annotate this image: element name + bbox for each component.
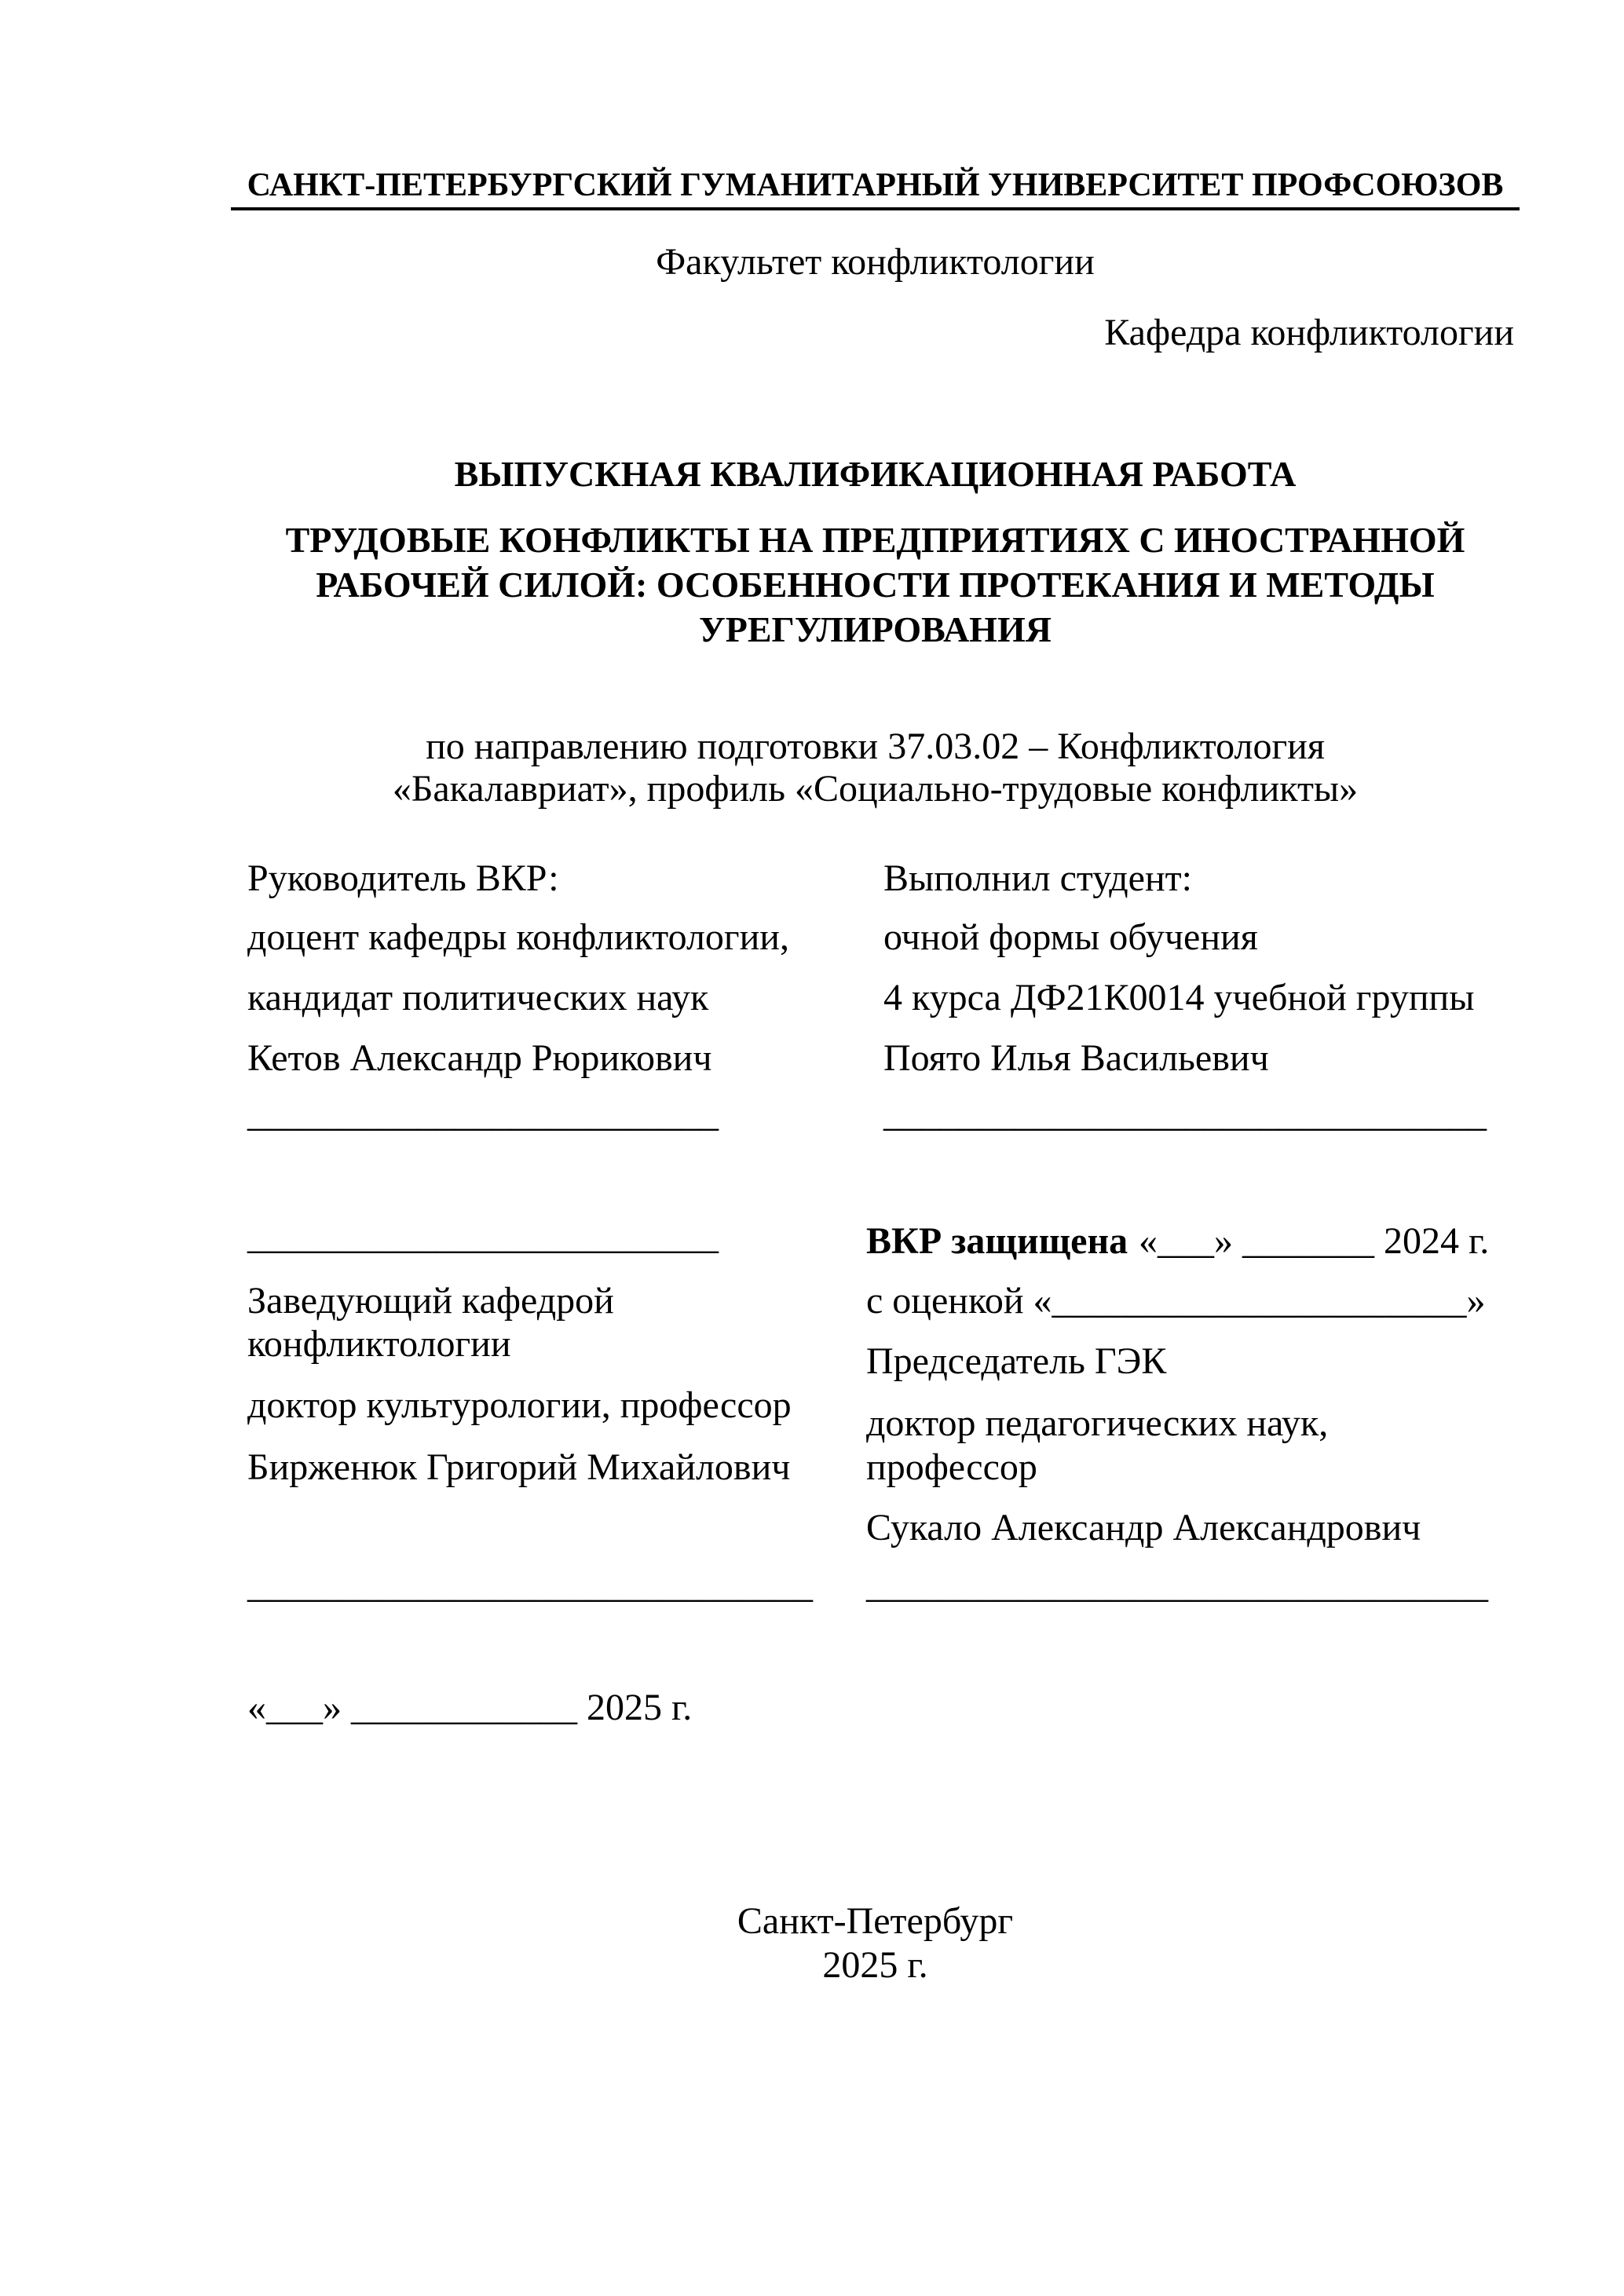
student-study-form: очной формы обучения	[883, 916, 1258, 958]
university-name: САНКТ-ПЕТЕРБУРГСКИЙ ГУМАНИТАРНЫЙ УНИВЕРСИТЕТ ПРОФСОЮЗОВ	[247, 167, 1504, 203]
direction-line: по направлению подготовки 37.03.02 – Конфликтология	[426, 726, 1325, 767]
chair-degree: доктор педагогических наук,	[866, 1402, 1329, 1444]
head-label: Заведующий кафедрой	[247, 1280, 614, 1322]
city: Санкт-Петербург	[737, 1900, 1014, 1942]
chair-signature-line: _________________________________	[866, 1564, 1488, 1606]
head-name: Бирженюк Григорий Михайлович	[247, 1446, 791, 1488]
thesis-title-line: УРЕГУЛИРОВАНИЯ	[699, 609, 1052, 649]
chair-label: Председатель ГЭК	[866, 1340, 1167, 1382]
date-line: «___» ____________ 2025 г.	[247, 1687, 693, 1728]
supervisor-name: Кетов Александр Рюрикович	[247, 1037, 712, 1079]
supervisor-label: Руководитель ВКР:	[247, 857, 559, 899]
header-divider	[231, 207, 1520, 210]
chair-degree-cont: профессор	[866, 1446, 1037, 1488]
supervisor-signature-line: _________________________	[247, 1093, 719, 1135]
supervisor-degree: кандидат политических наук	[247, 977, 709, 1018]
year: 2025 г.	[822, 1944, 928, 1986]
head-signature-line: ______________________________	[247, 1564, 813, 1606]
department-name: Кафедра конфликтологии	[1104, 312, 1514, 353]
head-signature-line-top: _________________________	[247, 1216, 719, 1257]
thesis-title-line: РАБОЧЕЙ СИЛОЙ: ОСОБЕННОСТИ ПРОТЕКАНИЯ И МЕТОДЫ	[316, 565, 1435, 605]
supervisor-position: доцент кафедры конфликтологии,	[247, 916, 789, 958]
faculty-name: Факультет конфликтологии	[656, 241, 1095, 283]
student-group: 4 курса ДФ21К0014 учебной группы	[883, 977, 1475, 1018]
chair-name: Сукало Александр Александрович	[866, 1507, 1421, 1548]
defense-date-text: «___» _______ 2024 г.	[1129, 1220, 1490, 1262]
direction-line: «Бакалавриат», профиль «Социально-трудовые конфликты»	[392, 768, 1359, 810]
defense-label: ВКР защищена	[866, 1220, 1128, 1262]
work-type: ВЫПУСКНАЯ КВАЛИФИКАЦИОННАЯ РАБОТА	[454, 454, 1297, 494]
head-degree: доктор культурологии, профессор	[247, 1384, 792, 1426]
student-signature-line: ________________________________	[883, 1093, 1487, 1135]
defense-grade: с оценкой «______________________»	[866, 1280, 1486, 1322]
student-name: Поято Илья Васильевич	[883, 1037, 1269, 1079]
head-label-cont: конфликтологии	[247, 1323, 511, 1365]
thesis-title-line: ТРУДОВЫЕ КОНФЛИКТЫ НА ПРЕДПРИЯТИЯХ С ИНОСТРАННОЙ	[285, 520, 1465, 560]
student-label: Выполнил студент:	[883, 857, 1192, 899]
